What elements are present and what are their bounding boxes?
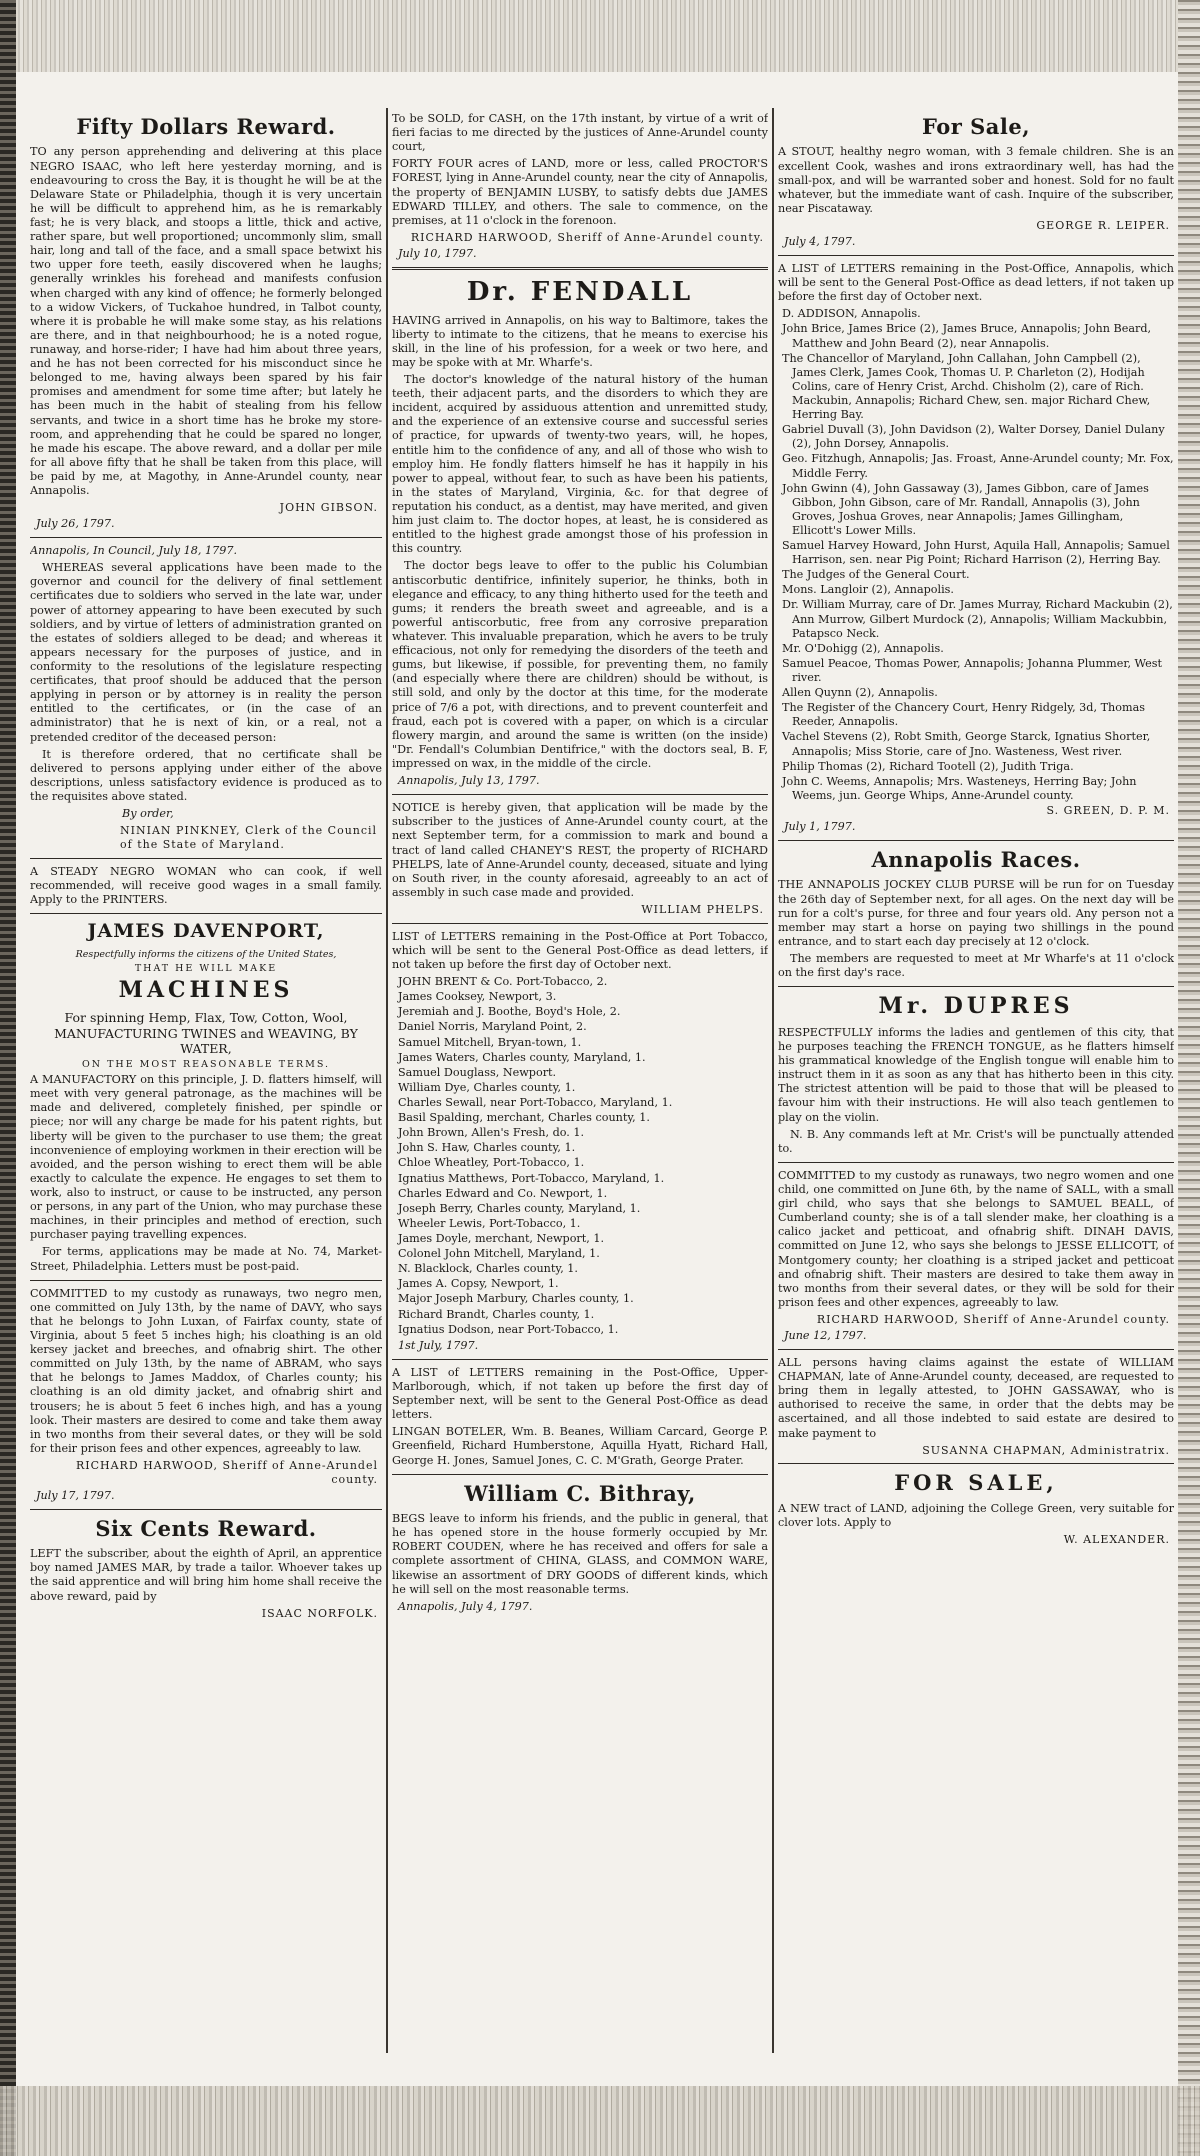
ad-bithray-store	[392, 1481, 768, 1614]
ad-heading: MACHINES	[118, 977, 294, 1004]
separator	[778, 1463, 1174, 1464]
ad-heading: Dr. FENDALL	[466, 276, 694, 307]
ad-signature: W. ALEXANDER.	[1063, 1533, 1170, 1547]
ad-signature: RICHARD HARWOOD, Sheriff of Anne-Arundel county.	[75, 1458, 378, 1486]
ad-signature: RICHARD HARWOOD, Sheriff of Anne-Arundel county.	[410, 230, 764, 244]
ad-body: NOTICE is hereby given, that application will be made by the subscriber to the justices of Anne-Arundel county court, at the next September term, for a commission to mark and bound a tract of land called CHANEY'S REST, the property of RICHARD PHELPS, late of Anne-Arundel county, deceased, situate and lying on South river, in the county aforesaid, agreeably to an act of assembly in such case made and provided.	[392, 801, 768, 899]
separator	[30, 913, 382, 914]
ad-dr-fendall	[392, 276, 768, 788]
ad-annapolis-letters	[778, 262, 1174, 834]
ad-body: A LIST of LETTERS remaining in the Post-Office, Annapolis, which will be sent to the General Post-Office as dead letters, if not taken up before the first day of October next.	[778, 261, 1174, 304]
ad-body: A LIST of LETTERS remaining in the Post-Office, Upper-Marlborough, which, if not taken up before the first day of September next, will be sent to the General Post-Office as dead letters.	[392, 1365, 768, 1422]
ad-six-cents-reward	[30, 1516, 382, 1621]
separator	[30, 537, 382, 538]
separator	[392, 923, 768, 924]
separator	[392, 1474, 768, 1475]
ad-date: July 17, 1797.	[36, 1488, 115, 1502]
list-item: D. ADDISON, Annapolis.	[782, 307, 921, 321]
list-item: The Chancellor of Maryland, John Callahan, John Campbell (2), James Clerk, James Cook, Thomas U. P. Charleton (2), Hodijah Colins, care of Henry Crist, Archd. Chisholm (2), care of Rich. Mackubin, Annapolis; Richard Chew, sen. major Richard Chew, Herring Bay.	[782, 351, 1151, 422]
ad-date: July 26, 1797.	[36, 517, 115, 531]
list-item: Mr. O'Dohigg (2), Annapolis.	[782, 641, 944, 655]
ad-body: COMMITTED to my custody as runaways, two negro men, one committed on July 13th, by the name of DAVY, who says that he belongs to John Luxan, of Fairfax county, state of Virginia, about 5 feet 5 inches high; his cloathing is an old kersey jacket and breeches, and ofnabrig shirt. The other committed on July 13th, by the name of ABRAM, who says that he belongs to James Maddox, of Charles county; his cloathing is an old dimity jacket, and ofnabrig shirt and trousers; he is about 5 feet 6 inches high, and has a young look. Their masters are desired to come and take them away in two months from their several dates, or they will be sold for their prison fees and other expences, agreeably to law.	[30, 1286, 382, 1455]
ad-signature: SUSANNA CHAPMAN, Administratrix.	[922, 1443, 1170, 1457]
list-item: Mons. Langloir (2), Annapolis.	[782, 583, 954, 597]
ad-body: HAVING arrived in Annapolis, on his way to Baltimore, takes the liberty to intimate to the citizens, that he means to exercise his skill, in the line of his profession, for a week or two here, and may be spoke with at Mr. Wharfe's.	[392, 313, 768, 369]
ad-body: LINGAN BOTELER, Wm. B. Beanes, William Carcard, George P. Greenfield, Richard Humberstone, Aquilla Hyatt, Richard Hall, George H. Jones, Samuel Jones, C. C. M'Grath, George Prater.	[392, 1425, 768, 1467]
list-item: John Brice, James Brice (2), James Bruce, Annapolis; John Beard, Matthew and John Beard (2), near Annapolis.	[782, 322, 1152, 350]
ad-fifty-dollars-reward	[30, 114, 382, 531]
list-item: N. Blacklock, Charles county, 1.	[398, 1262, 578, 1276]
page-right-edge	[1178, 0, 1200, 2156]
list-item: John Brown, Allen's Fresh, do. 1.	[398, 1126, 585, 1140]
ad-mr-dupres	[778, 993, 1174, 1156]
ad-heading: FOR SALE,	[894, 1470, 1058, 1496]
ad-date: July 10, 1797.	[398, 246, 477, 260]
ad-body: The members are requested to meet at Mr Wharfe's at 11 o'clock on the first day's race.	[778, 951, 1174, 980]
ad-date: June 12, 1797.	[784, 1328, 867, 1342]
ad-signature: ISAAC NORFOLK.	[261, 1606, 378, 1620]
ad-body: THE ANNAPOLIS JOCKEY CLUB PURSE will be run for on Tuesday the 26th day of September next, for all ages. On the next day will be run for a colt's purse, for three and four years old. Any person not a member may start a horse on paying two shillings in the pound entrance, and to start each day precisely at 12 o'clock.	[778, 878, 1174, 948]
list-item: Samuel Douglass, Newport.	[398, 1065, 557, 1079]
ad-body: ALL persons having claims against the estate of WILLIAM CHAPMAN, late of Anne-Arundel county, deceased, are requested to bring them in legally attested, to JOHN GASSAWAY, who is authorised to receive the same, in order that the debts may be ascertained, and all those indebted to said estate are desired to make payment to	[778, 1355, 1174, 1440]
list-item: Charles Edward and Co. Newport, 1.	[398, 1186, 608, 1200]
column-rule-1	[386, 108, 388, 2053]
list-item: Chloe Wheatley, Port-Tobacco, 1.	[398, 1156, 585, 1170]
ad-subheading: THAT HE WILL MAKE	[134, 963, 278, 975]
ad-subheading: For spinning Hemp, Flax, Tow, Cotton, Wool, MANUFACTURING TWINES and WEAVING, BY WATER,	[54, 1009, 358, 1057]
ad-body: By order,	[122, 807, 174, 821]
list-item: James Doyle, merchant, Newport, 1.	[398, 1232, 605, 1246]
column-1	[30, 112, 382, 2047]
list-item: Colonel John Mitchell, Maryland, 1.	[398, 1247, 600, 1261]
ad-heading: William C. Bithray,	[464, 1480, 696, 1506]
page-left-edge	[0, 0, 16, 2156]
ad-body: RESPECTFULLY informs the ladies and gentlemen of this city, that he purposes teaching the FRENCH TONGUE, as he flatters himself his grammatical knowledge of the English tongue will enable him to instruct them in it as soon as any that has hitherto been in this city. The strictest attention will be paid to those that will be pleased to favour him with their instructions. He will also teach gentlemen to play on the violin.	[778, 1025, 1174, 1124]
ad-subheading: ON THE MOST REASONABLE TERMS.	[81, 1059, 331, 1071]
separator	[778, 255, 1174, 256]
ad-signature: JOHN GIBSON.	[279, 501, 378, 515]
ad-body: A MANUFACTORY on this principle, J. D. flatters himself, will meet with very general patronage, as the machines will be made and delivered, completely finished, per spindle or piece; nor will any charge be made for his patent rights, but liberty will be given to the purchaser to use them; the great inconvenience of employing workmen in their erection will be avoided, and the person wishing to erect them will be able exactly to calculate the expence. He engages to set them to work, also to instruct, or cause to be instructed, any person or persons, in any part of the Union, who may purchase these machines, in their principles and method of erection, such purchaser paying travelling expences.	[30, 1073, 382, 1242]
list-item: Joseph Berry, Charles county, Maryland, 1.	[398, 1201, 641, 1215]
ad-negro-woman-wanted	[30, 865, 382, 907]
ad-signature: GEORGE R. LEIPER.	[1036, 219, 1170, 232]
separator	[392, 794, 768, 795]
ad-for-sale-land	[778, 1470, 1174, 1547]
list-item: Richard Brandt, Charles county, 1.	[398, 1307, 595, 1321]
ad-port-tobacco-letters	[392, 930, 768, 1353]
list-item: Geo. Fitzhugh, Annapolis; Jas. Froast, Anne-Arundel county; Mr. Fox, Middle Ferry.	[782, 452, 1174, 480]
ad-body: A NEW tract of LAND, adjoining the College Green, very suitable for clover lots. Apply to	[778, 1501, 1174, 1530]
ad-body: LEFT the subscriber, about the eighth of April, an apprentice boy named JAMES MAR, by trade a tailor. Whoever takes up the said apprentice and will bring him home shall receive the above reward, paid by	[30, 1547, 382, 1603]
ad-chapman-estate	[778, 1356, 1174, 1458]
ad-signature: RICHARD HARWOOD, Sheriff of Anne-Arundel county.	[816, 1313, 1170, 1326]
ad-body: WHEREAS several applications have been made to the governor and council for the delivery of final settlement certificates due to soldiers who served in the late war, under power of attorney appearing to have been executed by such soldiers, and by virtue of letters of administration granted on the estates of soldiers alleged to be dead; and whereas it appears necessary for the purposes of justice, and in conformity to the resolutions of the legislature respecting certificates, that proof should be adduced that the person applying in person or by attorney is in reality the person entitled to the certificates, or (in the case of an administrator) that he is next of kin, or a real, not a pretended creditor of the deceased person:	[30, 561, 382, 744]
ad-land-sale	[392, 112, 768, 261]
ad-heading: Fifty Dollars Reward.	[76, 114, 336, 139]
list-item: Gabriel Duvall (3), John Davidson (2), Walter Dorsey, Daniel Dulany (2), John Dorsey, Annapolis.	[782, 423, 1165, 451]
separator	[778, 1349, 1174, 1350]
list-item: Ignatius Dodson, near Port-Tobacco, 1.	[398, 1322, 619, 1336]
ad-body: TO any person apprehending and delivering at this place NEGRO ISAAC, who left here yesterday morning, and is endeavouring to cross the Bay, it is thought he will be at the Delaware State or Philadelphia, though it is very uncertain he will be difficult to apprehend him, as he is remarkably fast; he is very black, and stoops a little, thick and active, rather spare, but well proportioned; uncommonly slim, small hair, long and tall of the face, and a small space betwixt his two upper fore teeth, easily discovered when he laughs; generally wrinkles his forehead and manifests confusion when charged with any kind of offence; he formerly belonged to a widow Vickers, of Tuckahoe hundred, in Talbot county, where it is probable he will make some stay, as his relations are there, and in that neighbourhood; he is a noted rogue, runaway, and horse-rider; I have had him about three years, and he has not been corrected for his misconduct since he belonged to me, having always been spared by his fair promises and amendment for some time after; but lately he has been much in the habit of stealing from his fellow servants, and twice in a short time has he broke my store-room, and apprehending that he could be spared no longer, he made his escape. The above reward, and a dollar per mile for all above fifty that he shall be taken from this place, will be paid by me, at Magothy, in Anne-Arundel county, near Annapolis.	[30, 145, 382, 498]
separator	[30, 858, 382, 859]
separator	[30, 1280, 382, 1281]
ad-body: BEGS leave to inform his friends, and the public in general, that he has opened store in the house formerly occupied by Mr. ROBERT COUDEN, where he has received and offers for sale a complete assortment of CHINA, GLASS, and COMMON WARE, likewise an assortment of DRY GOODS of different kinds, which he will sell on the most reasonable terms.	[392, 1512, 768, 1596]
ad-heading: Annapolis Races.	[871, 846, 1081, 872]
list-item: Philip Thomas (2), Richard Tootell (2), Judith Triga.	[782, 759, 1074, 773]
column-rule-2	[772, 108, 774, 2053]
separator	[30, 1509, 382, 1510]
ad-body: To be SOLD, for CASH, on the 17th instant, by virtue of a writ of fieri facias to me directed by the justices of Anne-Arundel county court,	[392, 112, 768, 154]
list-item: The Register of the Chancery Court, Henry Ridgely, 3d, Thomas Reeder, Annapolis.	[782, 701, 1145, 729]
separator	[392, 1359, 768, 1360]
list-item: Ignatius Matthews, Port-Tobacco, Maryland, 1.	[398, 1171, 665, 1185]
list-item: John C. Weems, Annapolis; Mrs. Wasteneys, Herring Bay; John Weems, jun. George Whips, Anne-Arundel county.	[782, 774, 1137, 802]
page-bottom-edge	[0, 2086, 1200, 2156]
list-item: The Judges of the General Court.	[782, 568, 970, 582]
ad-date: July 4, 1797.	[784, 234, 856, 248]
list-item: Basil Spalding, merchant, Charles county, 1.	[398, 1111, 650, 1125]
ad-body: N. B. Any commands left at Mr. Crist's will be punctually attended to.	[778, 1127, 1174, 1155]
ad-subheading: Respectfully informs the citizens of the United States,	[75, 949, 337, 961]
list-item: James A. Copsy, Newport, 1.	[398, 1277, 559, 1291]
separator	[778, 986, 1174, 987]
ad-body: It is therefore ordered, that no certificate shall be delivered to persons applying under either of the above descriptions, unless satisfactory evidence is produced as to the requisites above stated.	[30, 747, 382, 804]
ad-signature: NINIAN PINKNEY, Clerk of the Council of the State of Maryland.	[120, 824, 378, 852]
ad-heading: Mr. DUPRES	[878, 993, 1074, 1020]
separator	[778, 1162, 1174, 1163]
list-item: John Gwinn (4), John Gassaway (3), James Gibbon, care of James Gibbon, John Gibson, care of Mr. Randall, Annapolis (3), John Groves, Joshua Groves, near Annapolis; James Gillingham, Ellicott's Lower Mills.	[782, 481, 1149, 537]
ad-dateline: Annapolis, In Council, July 18, 1797.	[30, 544, 238, 558]
ad-body: The doctor's knowledge of the natural history of the human teeth, their adjacent parts, and the disorders to which they are incident, acquired by assiduous attention and unremitted study, and the experience of an extensive course and successful series of practice, for upwards of twenty-two years, will, he hopes, entitle him to the confidence of any, and all of those who wish to employ him. He fondly flatters himself he has it happily in his power to appeal, without fear, to such as have been his patients, in the states of Maryland, Virginia, &c. for that degree of reputation his conduct, as a dentist, may have merited, and given him just claim to. The doctor hopes, at least, he is considered as entitled to the highest grade amongst those of his profession in this country.	[392, 373, 768, 556]
list-item: JOHN BRENT & Co. Port-Tobacco, 2.	[398, 975, 608, 989]
ad-committed-runaways	[30, 1287, 382, 1503]
list-item: Daniel Norris, Maryland Point, 2.	[398, 1020, 587, 1034]
ad-body: FORTY FOUR acres of LAND, more or less, called PROCTOR'S FOREST, lying in Anne-Arundel county, near the city of Annapolis, the property of BENJAMIN LUSBY, to satisfy debts due JAMES EDWARD TILLEY, and others. The sale to commence, on the premises, at 11 o'clock in the forenoon.	[392, 157, 768, 227]
list-item: Samuel Harvey Howard, John Hurst, Aquila Hall, Annapolis; Samuel Harrison, sen. near Pig Point; Richard Harrison (2), Herring Bay.	[782, 539, 1170, 567]
ad-phelps-notice	[392, 801, 768, 917]
separator	[778, 840, 1174, 841]
ad-annapolis-races	[778, 847, 1174, 980]
ad-date: 1st July, 1797.	[398, 1338, 479, 1352]
list-item: Jeremiah and J. Boothe, Boyd's Hole, 2.	[398, 1005, 621, 1019]
ad-heading: JAMES DAVENPORT,	[87, 920, 325, 943]
ad-signature: WILLIAM PHELPS.	[641, 902, 764, 916]
ad-committed-women	[778, 1169, 1174, 1343]
list-item: Samuel Peacoe, Thomas Power, Annapolis; Johanna Plummer, West river.	[782, 656, 1162, 685]
ad-council-notice	[30, 544, 382, 852]
ad-marlborough-letters	[392, 1366, 768, 1468]
ad-body: COMMITTED to my custody as runaways, two negro women and one child, one committed on June 6th, by the name of SALL, with a small girl child, who says that she belongs to SAMUEL BEALL, of Cumberland county; she is of a tall slender make, her cloathing is a calico jacket and petticoat, and ofnabrig shift. DINAH DAVIS, committed on June 12, who says she belongs to JESSE ELLICOTT, of Montgomery county; her cloathing is a striped jacket and petticoat and ofnabrig shift. Their masters are desired to take them away in two months from their several dates, or they will be sold for their prison fees and other expences, agreeably to law.	[778, 1168, 1174, 1309]
ad-date: Annapolis, July 4, 1797.	[398, 1599, 533, 1613]
ad-heading: Six Cents Reward.	[95, 1515, 317, 1541]
list-item: Vachel Stevens (2), Robt Smith, George Starck, Ignatius Shorter, Annapolis; Miss Storie, care of Jno. Wasteness, West river.	[782, 730, 1151, 758]
ad-body: LIST of LETTERS remaining in the Post-Office at Port Tobacco, which will be sent to the General Post-Office as dead letters, if not taken up before the first day of October next.	[392, 929, 768, 972]
list-item: Dr. William Murray, care of Dr. James Murray, Richard Mackubin (2), Ann Murrow, Gilbert Murdock (2), Annapolis; William Mackubbin, Patapsco Neck.	[782, 598, 1173, 640]
column-2	[392, 112, 768, 2047]
ad-date: July 1, 1797.	[784, 819, 856, 833]
list-item: James Waters, Charles county, Maryland, 1.	[398, 1050, 646, 1064]
ad-body: A STOUT, healthy negro woman, with 3 female children. She is an excellent Cook, washes and irons extraordinary well, has had the small-pox, and will be warranted sober and honest. Sold for no fault whatever, but the immediate want of cash. Inquire of the subscriber, near Piscataway.	[778, 145, 1174, 215]
ad-for-sale-woman	[778, 114, 1174, 249]
ad-body: A STEADY NEGRO WOMAN who can cook, if well recommended, will receive good wages in a small family. Apply to the PRINTERS.	[30, 864, 382, 907]
ad-signature: S. GREEN, D. P. M.	[1046, 804, 1170, 818]
column-3	[778, 112, 1174, 2047]
list-item: Charles Sewall, near Port-Tobacco, Maryland, 1.	[398, 1096, 673, 1110]
ad-date: Annapolis, July 13, 1797.	[398, 774, 540, 788]
list-item: Wheeler Lewis, Port-Tobacco, 1.	[398, 1216, 581, 1230]
ad-body: For terms, applications may be made at No. 74, Market-Street, Philadelphia. Letters must be post-paid.	[30, 1245, 382, 1273]
list-item: John S. Haw, Charles county, 1.	[398, 1141, 576, 1155]
separator	[392, 267, 768, 270]
ad-heading: For Sale,	[921, 114, 1031, 139]
list-item: William Dye, Charles county, 1.	[398, 1080, 576, 1094]
list-item: Major Joseph Marbury, Charles county, 1.	[398, 1292, 634, 1306]
ad-james-davenport	[30, 920, 382, 1273]
list-item: James Cooksey, Newport, 3.	[398, 990, 557, 1004]
page-top-edge	[0, 0, 1200, 72]
list-item: Samuel Mitchell, Bryan-town, 1.	[398, 1035, 582, 1049]
list-item: Allen Quynn (2), Annapolis.	[782, 686, 938, 700]
ad-body: The doctor begs leave to offer to the public his Columbian antiscorbutic dentifrice, infinitely superior, he thinks, both in elegance and efficacy, to any thing hitherto used for the teeth and gums; it renders the breath sweet and agreeable, and is a powerful antiscorbutic, free from any corrosive preparation whatever. This invaluable preparation, which he avers to be truly efficacious, not only for remedying the disorders of the teeth and gums, but likewise, if possible, for preventing them, no family (and especially where there are children) should be without, is still sold, and only by the doctor at this time, for the moderate price of 7/6 a pot, with directions, and to prevent counterfeit and fraud, each pot is covered with a paper, on which is a circular flowery margin, and around the same is written (on the inside) "Dr. Fendall's Columbian Dentifrice," with the doctors seal, B. F, impressed on wax, in the middle of the circle.	[392, 559, 768, 770]
